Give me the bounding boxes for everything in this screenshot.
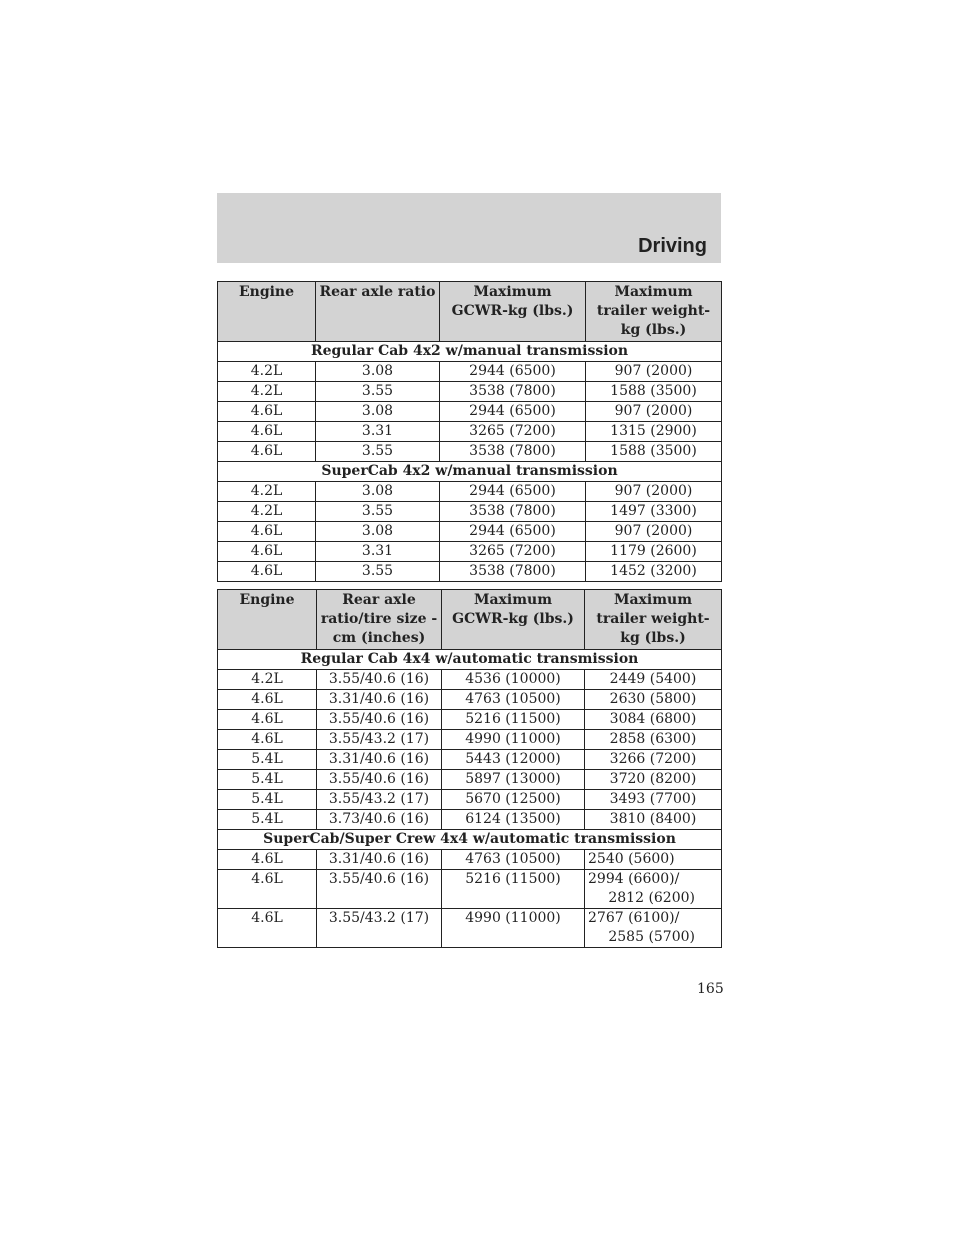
section-title-row — [218, 342, 722, 362]
gcwr-cell: 3538 (7800) — [440, 562, 586, 582]
trailer-weight-cell: 3493 (7700) — [585, 790, 722, 810]
gcwr-cell: 5216 (11500) — [442, 710, 585, 730]
table-row — [218, 362, 722, 382]
gcwr-cell: 4763 (10500) — [442, 690, 585, 710]
trailer-weight-cell: 907 (2000) — [586, 522, 722, 542]
engine-cell: 5.4L — [218, 750, 317, 770]
towing-table-4x2 — [217, 281, 722, 582]
table-row — [218, 382, 722, 402]
section-title: Driving — [638, 235, 707, 257]
axle-ratio-cell: 3.55 — [316, 442, 440, 462]
gcwr-cell: 5443 (12000) — [442, 750, 585, 770]
axle-ratio-cell: 3.55/43.2 (17) — [317, 909, 442, 948]
engine-cell: 4.6L — [218, 909, 317, 948]
gcwr-cell: 2944 (6500) — [440, 482, 586, 502]
gcwr-cell: 2944 (6500) — [440, 522, 586, 542]
axle-ratio-cell: 3.73/40.6 (16) — [317, 810, 442, 830]
table-row — [218, 810, 722, 830]
gcwr-cell: 5897 (13000) — [442, 770, 585, 790]
trailer-weight-cell: 1315 (2900) — [586, 422, 722, 442]
axle-ratio-cell: 3.08 — [316, 522, 440, 542]
section-title-row — [218, 462, 722, 482]
gcwr-cell: 4536 (10000) — [442, 670, 585, 690]
trailer-weight-cell: 1179 (2600) — [586, 542, 722, 562]
table-section — [218, 830, 722, 948]
axle-ratio-cell: 3.55/40.6 (16) — [317, 870, 442, 909]
axle-ratio-cell: 3.31/40.6 (16) — [317, 850, 442, 870]
table-row — [218, 442, 722, 462]
engine-cell: 4.2L — [218, 382, 316, 402]
gcwr-cell: 4990 (11000) — [442, 730, 585, 750]
table-row — [218, 730, 722, 750]
engine-cell: 4.6L — [218, 522, 316, 542]
engine-cell: 4.6L — [218, 710, 317, 730]
table-row — [218, 909, 722, 948]
table-row — [218, 422, 722, 442]
axle-ratio-cell: 3.55/43.2 (17) — [317, 790, 442, 810]
trailer-weight-cell: 3084 (6800) — [585, 710, 722, 730]
header-max-gcwr: Maximum GCWR-kg (lbs.) — [440, 282, 586, 342]
section-title: SuperCab/Super Crew 4x4 w/automatic transmission — [218, 830, 722, 850]
engine-cell: 5.4L — [218, 810, 317, 830]
trailer-weight-cell: 907 (2000) — [586, 402, 722, 422]
trailer-weight-cell: 2858 (6300) — [585, 730, 722, 750]
header-engine: Engine — [218, 590, 317, 650]
axle-ratio-cell: 3.08 — [316, 482, 440, 502]
axle-ratio-cell: 3.31 — [316, 422, 440, 442]
header-engine: Engine — [218, 282, 316, 342]
trailer-weight-cell: 1452 (3200) — [586, 562, 722, 582]
axle-ratio-cell: 3.08 — [316, 362, 440, 382]
trailer-weight-line: 2994 (6600)/ — [588, 871, 680, 887]
gcwr-cell: 3538 (7800) — [440, 442, 586, 462]
header-max-trailer-weight: Maximum trailer weight-kg (lbs.) — [585, 590, 722, 650]
section-title-row — [218, 830, 722, 850]
engine-cell: 4.6L — [218, 542, 316, 562]
table-row — [218, 670, 722, 690]
gcwr-cell: 6124 (13500) — [442, 810, 585, 830]
trailer-weight-line: 2812 (6200) — [608, 890, 695, 906]
gcwr-cell: 5216 (11500) — [442, 870, 585, 909]
trailer-weight-cell: 907 (2000) — [586, 482, 722, 502]
engine-cell: 5.4L — [218, 790, 317, 810]
engine-cell: 4.6L — [218, 422, 316, 442]
engine-cell: 4.2L — [218, 670, 317, 690]
gcwr-cell: 2944 (6500) — [440, 402, 586, 422]
section-title: Regular Cab 4x4 w/automatic transmission — [218, 650, 722, 670]
axle-ratio-cell: 3.55/43.2 (17) — [317, 730, 442, 750]
engine-cell: 4.2L — [218, 482, 316, 502]
engine-cell: 5.4L — [218, 770, 317, 790]
table-section — [218, 462, 722, 582]
trailer-weight-cell — [585, 870, 722, 909]
engine-cell: 4.6L — [218, 442, 316, 462]
trailer-weight-cell: 3266 (7200) — [585, 750, 722, 770]
towing-table-4x4 — [217, 589, 722, 948]
axle-ratio-cell: 3.55/40.6 (16) — [317, 710, 442, 730]
engine-cell: 4.6L — [218, 850, 317, 870]
trailer-weight-cell: 907 (2000) — [586, 362, 722, 382]
axle-ratio-cell: 3.31 — [316, 542, 440, 562]
section-title: Regular Cab 4x2 w/manual transmission — [218, 342, 722, 362]
gcwr-cell: 3265 (7200) — [440, 542, 586, 562]
axle-ratio-cell: 3.55 — [316, 502, 440, 522]
engine-cell: 4.2L — [218, 502, 316, 522]
axle-ratio-cell: 3.31/40.6 (16) — [317, 690, 442, 710]
trailer-weight-line: 2767 (6100)/ — [588, 910, 680, 926]
trailer-weight-line: 2585 (5700) — [608, 929, 695, 945]
table-row — [218, 770, 722, 790]
page-number: 165 — [697, 981, 724, 997]
header-rear-axle-ratio-tire-size: Rear axle ratio/tire size - cm (inches) — [317, 590, 442, 650]
table-row — [218, 690, 722, 710]
table-header-row — [218, 590, 722, 650]
gcwr-cell: 4763 (10500) — [442, 850, 585, 870]
gcwr-cell: 3538 (7800) — [440, 382, 586, 402]
header-rear-axle-ratio: Rear axle ratio — [316, 282, 440, 342]
table-header-row — [218, 282, 722, 342]
table-row — [218, 542, 722, 562]
axle-ratio-cell: 3.55 — [316, 382, 440, 402]
trailer-weight-cell — [585, 909, 722, 948]
engine-cell: 4.2L — [218, 362, 316, 382]
engine-cell: 4.6L — [218, 730, 317, 750]
section-title: SuperCab 4x2 w/manual transmission — [218, 462, 722, 482]
gcwr-cell: 5670 (12500) — [442, 790, 585, 810]
table-row — [218, 850, 722, 870]
engine-cell: 4.6L — [218, 870, 317, 909]
gcwr-cell: 3538 (7800) — [440, 502, 586, 522]
axle-ratio-cell: 3.55 — [316, 562, 440, 582]
table-row — [218, 710, 722, 730]
trailer-weight-cell: 3810 (8400) — [585, 810, 722, 830]
trailer-weight-cell: 3720 (8200) — [585, 770, 722, 790]
table-row — [218, 502, 722, 522]
table-row — [218, 870, 722, 909]
header-max-gcwr: Maximum GCWR-kg (lbs.) — [442, 590, 585, 650]
gcwr-cell: 4990 (11000) — [442, 909, 585, 948]
axle-ratio-cell: 3.55/40.6 (16) — [317, 770, 442, 790]
engine-cell: 4.6L — [218, 402, 316, 422]
trailer-weight-cell — [585, 850, 722, 870]
engine-cell: 4.6L — [218, 690, 317, 710]
axle-ratio-cell: 3.08 — [316, 402, 440, 422]
table-row — [218, 750, 722, 770]
trailer-weight-cell: 2449 (5400) — [585, 670, 722, 690]
table-row — [218, 790, 722, 810]
table-row — [218, 402, 722, 422]
trailer-weight-line: 2540 (5600) — [588, 851, 675, 867]
table-row — [218, 482, 722, 502]
axle-ratio-cell: 3.31/40.6 (16) — [317, 750, 442, 770]
table-row — [218, 522, 722, 542]
axle-ratio-cell: 3.55/40.6 (16) — [317, 670, 442, 690]
table-section — [218, 650, 722, 830]
section-title-row — [218, 650, 722, 670]
trailer-weight-cell: 1588 (3500) — [586, 382, 722, 402]
engine-cell: 4.6L — [218, 562, 316, 582]
table-row — [218, 562, 722, 582]
trailer-weight-cell: 1588 (3500) — [586, 442, 722, 462]
trailer-weight-cell: 2630 (5800) — [585, 690, 722, 710]
trailer-weight-cell: 1497 (3300) — [586, 502, 722, 522]
header-max-trailer-weight: Maximum trailer weight-kg (lbs.) — [586, 282, 722, 342]
gcwr-cell: 3265 (7200) — [440, 422, 586, 442]
section-header-band — [217, 193, 721, 263]
gcwr-cell: 2944 (6500) — [440, 362, 586, 382]
table-section — [218, 342, 722, 462]
